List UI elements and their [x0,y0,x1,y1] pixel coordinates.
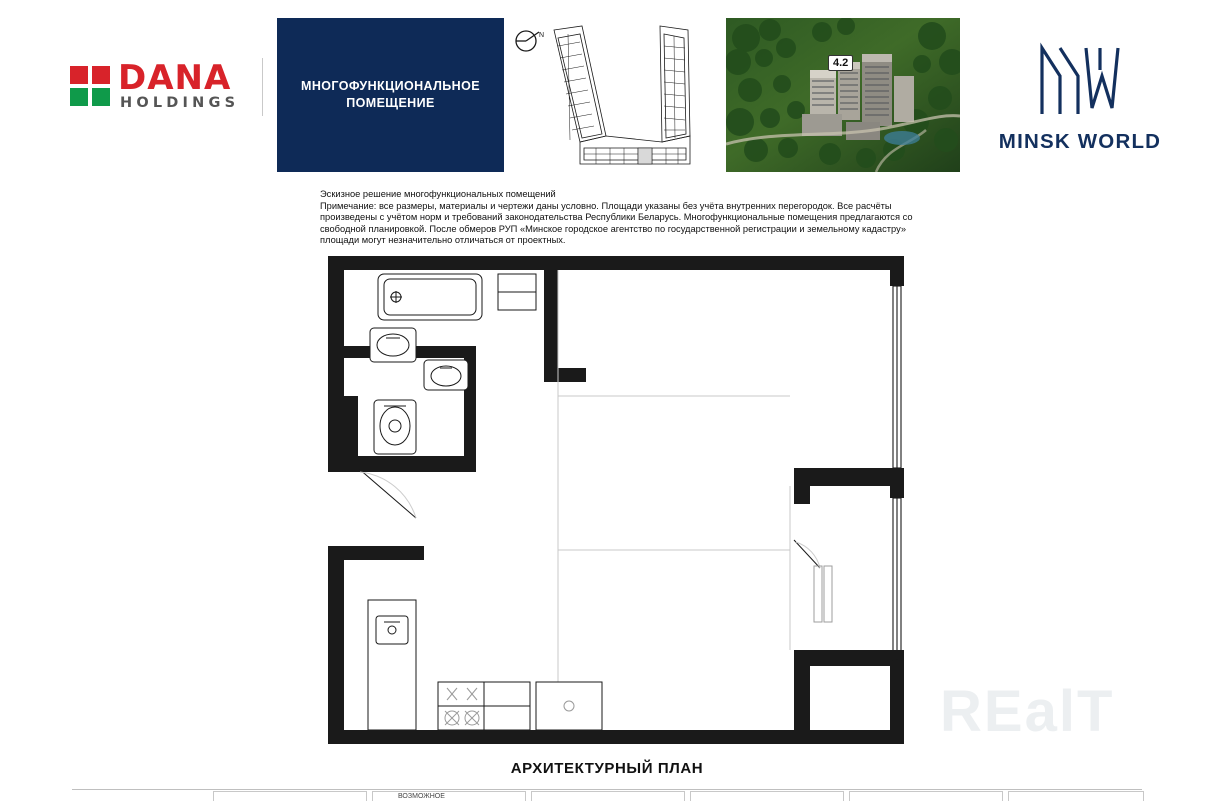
dana-logo-name: DANA [118,58,232,98]
footer-boxes [0,791,1214,800]
premises-type-line2: ПОМЕЩЕНИЕ [346,96,435,110]
plan-caption: АРХИТЕКТУРНЫЙ ПЛАН [510,760,704,777]
realt-watermark: REalT [940,679,1115,744]
aerial-marker-badge: 4.2 [828,55,853,71]
plan-note-body: Примечание: все размеры, материалы и чертежи даны условно. Площади указаны без учёта внутренних перегородок. Все расчёты произведены с учётом норм и требований законодательства Республики Беларусь. Многофункциональные помещения предлагаются со свободной планировкой. После обмеров РУП «Минское городское агентство по государственной регистрации и земельному кадастру» площади могут незначительно отличаться от проектных. [320,200,913,246]
architectural-plan [320,250,920,750]
premises-type-block [277,18,504,172]
minsk-world-logo [980,30,1180,160]
header-bar [0,0,1214,180]
dana-holdings-logo [70,58,260,114]
header-divider [262,58,263,116]
footer-strip-label: ВОЗМОЖНОЕ [398,793,445,800]
premises-type-line1: МНОГОФУНКЦИОНАЛЬНОЕ [301,79,480,93]
architectural-plan-drawing [320,250,920,750]
aerial-photo-image [726,18,960,172]
key-floor-plan [510,16,720,172]
footer-divider [72,789,1142,790]
plan-note [320,189,935,247]
minsk-world-wordmark: MINSK WORLD [998,130,1162,153]
dana-logo-subtitle: HOLDINGS [120,95,240,111]
aerial-photo [726,18,960,172]
plan-note-title: Эскизное решение многофункциональных помещений [320,189,556,199]
compass-icon [513,28,547,54]
minsk-world-monogram-icon [980,30,1180,126]
dana-squares-icon [70,66,112,108]
compass-north-label: N [539,32,545,39]
